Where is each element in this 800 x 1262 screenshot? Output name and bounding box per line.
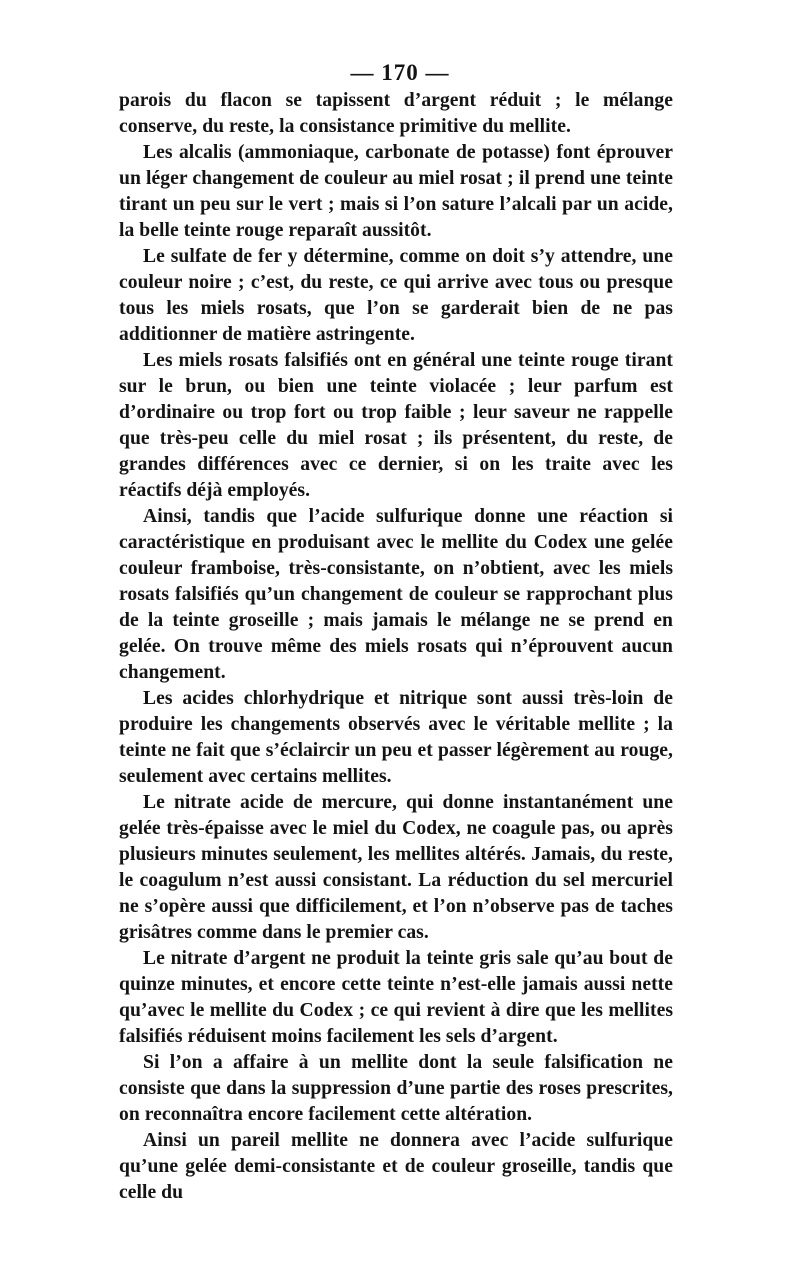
paragraph: Ainsi un pareil mellite ne donnera avec l’acide sulfurique qu’une gelée demi-consistante et de couleur groseille, tandis que celle du — [119, 1130, 673, 1203]
paragraph: Si l’on a affaire à un mellite dont la seule falsification ne consiste que dans la suppression d’une partie des roses prescrites, on reconnaîtra encore facilement cette altération. — [119, 1052, 673, 1125]
paragraph: Le nitrate d’argent ne produit la teinte gris sale qu’au bout de quinze minutes, et encore cette teinte n’est-elle jamais aussi nette qu’avec le mellite du Codex ; ce qui revient à dire que les mellites falsifiés réduisent moins facilement les sels d’argent. — [119, 948, 673, 1047]
body-text — [119, 88, 673, 1206]
paragraph: Les miels rosats falsifiés ont en général une teinte rouge tirant sur le brun, ou bien une teinte violacée ; leur parfum est d’ordinaire ou trop fort ou trop faible ; leur saveur ne rappelle que très-peu celle du miel rosat ; ils présentent, du reste, de grandes différences avec ce dernier, si on les traite avec les réactifs déjà employés. — [119, 350, 673, 501]
paragraph: parois du flacon se tapissent d’argent réduit ; le mélange conserve, du reste, la consistance primitive du mellite. — [119, 90, 673, 137]
paragraph: Les alcalis (ammoniaque, carbonate de potasse) font éprouver un léger changement de couleur au miel rosat ; il prend une teinte tirant un peu sur le vert ; mais si l’on sature l’alcali par un acide, la belle teinte rouge reparaît aussitôt. — [119, 142, 673, 241]
paragraph: Le nitrate acide de mercure, qui donne instantanément une gelée très-épaisse avec le miel du Codex, ne coagule pas, ou après plusieurs minutes seulement, les mellites altérés. Jamais, du reste, le coagulum n’est aussi consistant. La réduction du sel mercuriel ne s’opère aussi que difficilement, et l’on n’observe pas de taches grisâtres comme dans le premier cas. — [119, 792, 673, 943]
paragraph: Le sulfate de fer y détermine, comme on doit s’y attendre, une couleur noire ; c’est, du reste, ce qui arrive avec tous ou presque tous les miels rosats, que l’on se garderait bien de ne pas additionner de matière astringente. — [119, 246, 673, 345]
paragraph: Ainsi, tandis que l’acide sulfurique donne une réaction si caractéristique en produisant avec le mellite du Codex une gelée couleur framboise, très-consistante, on n’obtient, avec les miels rosats falsifiés qu’un changement de couleur se rapprochant plus de la teinte groseille ; mais jamais le mélange ne se prend en gelée. On trouve même des miels rosats qui n’éprouvent aucun changement. — [119, 506, 673, 683]
page-number: — 170 — — [350, 60, 450, 85]
paragraph: Les acides chlorhydrique et nitrique sont aussi très-loin de produire les changements observés avec le véritable mellite ; la teinte ne fait que s’éclaircir un peu et passer légèrement au rouge, seulement avec certains mellites. — [119, 688, 673, 787]
